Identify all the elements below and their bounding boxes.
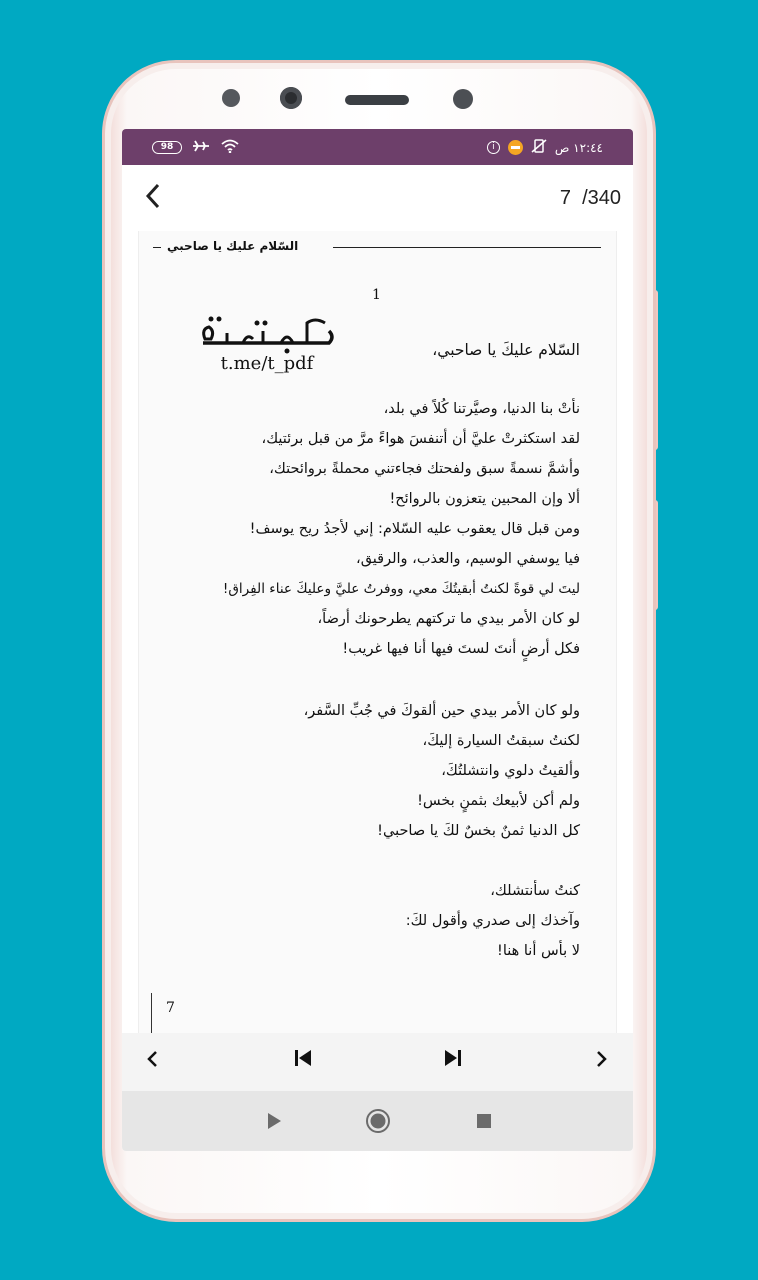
running-head-title: السّلام عليك يا صاحبي xyxy=(167,239,299,253)
text-line: وأشمَّ نسمةً سبق ولفحتك فجاءتني محملةً بروائحتك، xyxy=(269,461,580,477)
library-logo xyxy=(197,309,337,375)
text-line: السّلام عليكَ يا صاحبي، xyxy=(432,341,580,359)
do-not-disturb-icon xyxy=(508,140,523,155)
chevron-left-icon xyxy=(143,1047,163,1071)
previous-page-button[interactable] xyxy=(138,1047,168,1077)
text-line: وآخذك إلى صدري وأقول لكَ: xyxy=(405,913,580,929)
pdf-page[interactable] xyxy=(138,231,617,1135)
back-button[interactable] xyxy=(140,179,170,215)
info-icon: i xyxy=(487,141,500,154)
status-bar xyxy=(122,129,633,165)
text-line: لقد استكثرتْ عليَّ أن أتنفسَ هواءً مرَّ من قبل برئتيك، xyxy=(261,431,580,447)
text-line: لكنتُ سبقتُ السيارة إليكَ، xyxy=(422,733,580,749)
running-head-rule-right xyxy=(333,247,601,248)
text-line: لا بأس أنا هنا! xyxy=(497,943,580,959)
skip-previous-icon xyxy=(292,1047,314,1069)
front-camera xyxy=(280,87,302,109)
first-page-button[interactable] xyxy=(288,1047,318,1077)
reader-controls xyxy=(122,1033,633,1091)
vibrate-off-icon xyxy=(531,139,547,156)
wifi-icon xyxy=(220,139,240,156)
system-nav-bar xyxy=(122,1091,633,1151)
nav-back-button[interactable] xyxy=(260,1107,288,1135)
sensor-dot xyxy=(222,89,240,107)
square-icon xyxy=(470,1107,498,1135)
running-head xyxy=(153,239,601,255)
logo-url: t.me/t_pdf xyxy=(220,353,314,374)
text-line: كل الدنيا ثمنٌ بخسٌ لكَ يا صاحبي! xyxy=(377,823,580,839)
airplane-icon xyxy=(192,139,210,156)
nav-recents-button[interactable] xyxy=(470,1107,498,1135)
text-line: نأتْ بنا الدنيا، وصيَّرتنا كُلاً في بلد، xyxy=(383,401,580,417)
next-page-button[interactable] xyxy=(586,1047,616,1077)
running-head-rule-left xyxy=(153,247,161,248)
library-logo-mark xyxy=(197,309,337,355)
chapter-number: 1 xyxy=(372,287,381,303)
earpiece-speaker xyxy=(345,95,409,105)
text-line: ولم أكن لأبيعك بثمنٍ بخس! xyxy=(417,793,580,809)
chevron-left-icon xyxy=(140,179,166,213)
battery-indicator: 98 xyxy=(152,141,182,154)
nav-home-button[interactable] xyxy=(364,1107,392,1135)
text-line: فيا يوسفي الوسيم، والعذب، والرقيق، xyxy=(356,551,580,567)
page-counter: 7 /340 xyxy=(559,187,621,209)
sensor-dot-right xyxy=(453,89,473,109)
screen xyxy=(122,129,633,1151)
text-line: كنتُ سأنتشلك، xyxy=(490,883,580,899)
skip-next-icon xyxy=(442,1047,464,1069)
last-page-button[interactable] xyxy=(438,1047,468,1077)
page-number: 7 xyxy=(151,993,175,1033)
text-line: ولو كان الأمر بيدي حين ألقوكَ في جُبِّ السَّفر، xyxy=(303,703,580,719)
text-line: فكل أرضٍ أنتَ لستَ فيها أنا فيها غريب! xyxy=(342,641,580,657)
chevron-right-icon xyxy=(591,1047,611,1071)
clock-time: ١٢:٤٤ ص xyxy=(554,140,603,155)
text-line: ليتَ لي قوةً لكنتُ أبقيتُكَ معي، ووفرتُ عليَّ وعليكَ عناء الفِراق! xyxy=(222,581,580,597)
text-line: وألقيتُ دلوي وانتشلتُكَ، xyxy=(441,763,580,779)
home-circle-icon xyxy=(364,1107,392,1135)
text-line: لو كان الأمر بيدي ما تركتهم يطرحونك أرضاً، xyxy=(317,611,580,627)
play-triangle-icon xyxy=(260,1107,288,1135)
app-bar xyxy=(122,165,633,231)
text-line: ألا وإن المحبين يتعزون بالروائح! xyxy=(389,491,580,507)
text-line: ومن قبل قال يعقوب عليه السّلام: إني لأجدُ ريح يوسف! xyxy=(249,521,580,537)
